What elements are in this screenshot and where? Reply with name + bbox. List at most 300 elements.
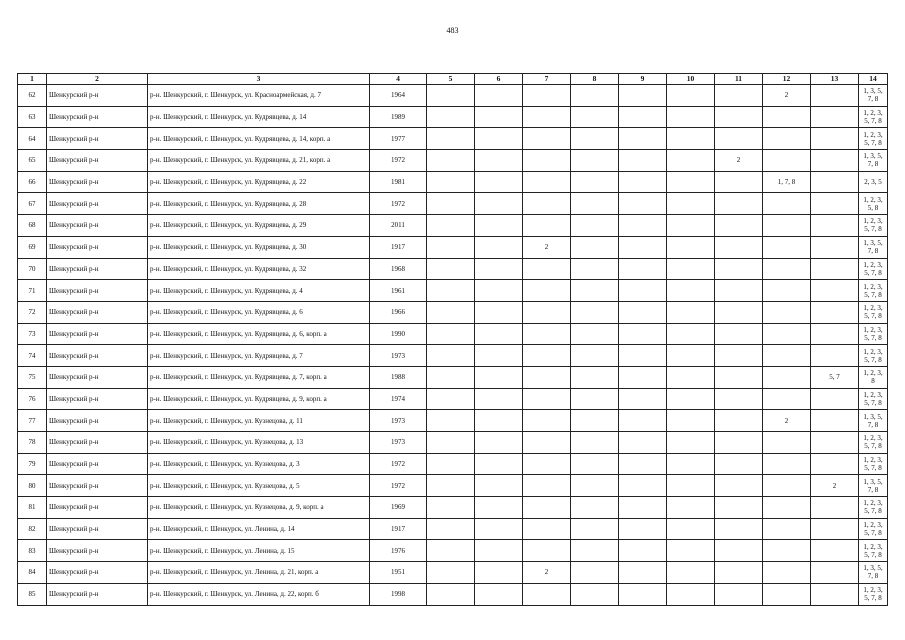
- col-5-cell: [427, 258, 475, 280]
- col-14-cell: 1, 2, 3, 5, 7, 8: [859, 345, 888, 367]
- col-14-cell: 1, 2, 3, 5, 7, 8: [859, 215, 888, 237]
- col-6-cell: [475, 280, 523, 302]
- year-cell: 1961: [370, 280, 427, 302]
- col-12-cell: [763, 475, 811, 497]
- col-5-cell: [427, 453, 475, 475]
- col-9-cell: [619, 106, 667, 128]
- col-8-cell: [571, 388, 619, 410]
- col-9-cell: [619, 410, 667, 432]
- table-row: [18, 85, 888, 107]
- table-row: [18, 388, 888, 410]
- col-10-cell: [667, 432, 715, 454]
- col-7-cell: [523, 432, 571, 454]
- col-6-cell: [475, 345, 523, 367]
- district-cell: Шенкурский р-н: [47, 388, 148, 410]
- address-cell: р-н. Шенкурский, г. Шенкурск, ул. Кудрявцева, д. 7: [148, 345, 370, 367]
- table-row: [18, 128, 888, 150]
- col-13-cell: [811, 258, 859, 280]
- col-11-cell: [715, 475, 763, 497]
- year-cell: 1972: [370, 150, 427, 172]
- row-number: 64: [18, 128, 47, 150]
- col-9-cell: [619, 85, 667, 107]
- district-cell: Шенкурский р-н: [47, 518, 148, 540]
- col-12-cell: [763, 540, 811, 562]
- col-13-cell: [811, 106, 859, 128]
- col-10-cell: [667, 150, 715, 172]
- col-11-cell: [715, 106, 763, 128]
- col-10-cell: [667, 388, 715, 410]
- district-cell: Шенкурский р-н: [47, 453, 148, 475]
- col-14-cell: 1, 2, 3, 5, 7, 8: [859, 301, 888, 323]
- col-7-cell: [523, 540, 571, 562]
- col-14-cell: 1, 2, 3, 5, 7, 8: [859, 106, 888, 128]
- col-8-cell: [571, 518, 619, 540]
- col-12-cell: 1, 7, 8: [763, 171, 811, 193]
- col-7-cell: [523, 366, 571, 388]
- col-10-cell: [667, 280, 715, 302]
- col-5-cell: [427, 236, 475, 258]
- col-5-cell: [427, 85, 475, 107]
- year-cell: 1969: [370, 497, 427, 519]
- col-5-cell: [427, 562, 475, 584]
- district-cell: Шенкурский р-н: [47, 215, 148, 237]
- table-row: [18, 106, 888, 128]
- col-10-cell: [667, 540, 715, 562]
- col-5-cell: [427, 388, 475, 410]
- address-cell: р-н. Шенкурский, г. Шенкурск, ул. Кудрявцева, д. 28: [148, 193, 370, 215]
- col-14-cell: 1, 2, 3, 5, 7, 8: [859, 323, 888, 345]
- table-row: [18, 193, 888, 215]
- col-14-cell: 1, 2, 3, 5, 7, 8: [859, 388, 888, 410]
- year-cell: 1951: [370, 562, 427, 584]
- table-body: [18, 85, 888, 606]
- row-number: 81: [18, 497, 47, 519]
- col-5-cell: [427, 583, 475, 605]
- column-header: 9: [619, 74, 667, 85]
- year-cell: 1990: [370, 323, 427, 345]
- col-14-cell: 1, 3, 5, 7, 8: [859, 150, 888, 172]
- row-number: 84: [18, 562, 47, 584]
- table-row: [18, 497, 888, 519]
- col-6-cell: [475, 323, 523, 345]
- col-7-cell: [523, 583, 571, 605]
- year-cell: 1966: [370, 301, 427, 323]
- table-row: [18, 150, 888, 172]
- col-13-cell: [811, 518, 859, 540]
- header-row: [18, 74, 888, 85]
- col-12-cell: [763, 193, 811, 215]
- col-11-cell: [715, 583, 763, 605]
- column-header: 10: [667, 74, 715, 85]
- col-10-cell: [667, 236, 715, 258]
- col-12-cell: [763, 323, 811, 345]
- address-cell: р-н. Шенкурский, г. Шенкурск, ул. Ленина, д. 14: [148, 518, 370, 540]
- col-13-cell: 2: [811, 475, 859, 497]
- col-9-cell: [619, 388, 667, 410]
- district-cell: Шенкурский р-н: [47, 432, 148, 454]
- col-9-cell: [619, 301, 667, 323]
- col-13-cell: [811, 171, 859, 193]
- address-cell: р-н. Шенкурский, г. Шенкурск, ул. Кузнецова, д. 11: [148, 410, 370, 432]
- col-6-cell: [475, 388, 523, 410]
- year-cell: 1998: [370, 583, 427, 605]
- col-6-cell: [475, 518, 523, 540]
- col-7-cell: [523, 128, 571, 150]
- col-7-cell: [523, 410, 571, 432]
- col-13-cell: 5, 7: [811, 366, 859, 388]
- table-row: [18, 366, 888, 388]
- row-number: 77: [18, 410, 47, 432]
- col-5-cell: [427, 497, 475, 519]
- table-row: [18, 236, 888, 258]
- address-cell: р-н. Шенкурский, г. Шенкурск, ул. Кудрявцева, д. 7, корп. а: [148, 366, 370, 388]
- col-10-cell: [667, 475, 715, 497]
- col-5-cell: [427, 301, 475, 323]
- table-row: [18, 280, 888, 302]
- col-8-cell: [571, 453, 619, 475]
- col-9-cell: [619, 497, 667, 519]
- col-12-cell: [763, 345, 811, 367]
- address-cell: р-н. Шенкурский, г. Шенкурск, ул. Ленина, д. 15: [148, 540, 370, 562]
- col-11-cell: [715, 410, 763, 432]
- address-cell: р-н. Шенкурский, г. Шенкурск, ул. Кузнецова, д. 3: [148, 453, 370, 475]
- col-7-cell: [523, 345, 571, 367]
- district-cell: Шенкурский р-н: [47, 366, 148, 388]
- col-11-cell: [715, 366, 763, 388]
- table-row: [18, 475, 888, 497]
- col-11-cell: [715, 562, 763, 584]
- col-8-cell: [571, 562, 619, 584]
- row-number: 72: [18, 301, 47, 323]
- col-5-cell: [427, 366, 475, 388]
- col-14-cell: 1, 3, 5, 7, 8: [859, 410, 888, 432]
- col-6-cell: [475, 171, 523, 193]
- year-cell: 1989: [370, 106, 427, 128]
- column-header: 7: [523, 74, 571, 85]
- col-11-cell: [715, 215, 763, 237]
- col-10-cell: [667, 453, 715, 475]
- col-5-cell: [427, 128, 475, 150]
- col-12-cell: [763, 518, 811, 540]
- district-cell: Шенкурский р-н: [47, 193, 148, 215]
- district-cell: Шенкурский р-н: [47, 410, 148, 432]
- col-11-cell: [715, 258, 763, 280]
- district-cell: Шенкурский р-н: [47, 540, 148, 562]
- address-cell: р-н. Шенкурский, г. Шенкурск, ул. Кудрявцева, д. 14, корп. а: [148, 128, 370, 150]
- col-6-cell: [475, 150, 523, 172]
- table-row: [18, 301, 888, 323]
- col-11-cell: [715, 540, 763, 562]
- col-10-cell: [667, 366, 715, 388]
- row-number: 68: [18, 215, 47, 237]
- col-8-cell: [571, 150, 619, 172]
- col-12-cell: 2: [763, 85, 811, 107]
- col-6-cell: [475, 366, 523, 388]
- col-7-cell: [523, 258, 571, 280]
- col-13-cell: [811, 85, 859, 107]
- col-9-cell: [619, 323, 667, 345]
- column-header: 2: [47, 74, 148, 85]
- year-cell: 1973: [370, 345, 427, 367]
- table-row: [18, 258, 888, 280]
- district-cell: Шенкурский р-н: [47, 85, 148, 107]
- address-cell: р-н. Шенкурский, г. Шенкурск, ул. Кудрявцева, д. 4: [148, 280, 370, 302]
- district-cell: Шенкурский р-н: [47, 280, 148, 302]
- col-5-cell: [427, 171, 475, 193]
- year-cell: 1972: [370, 453, 427, 475]
- col-14-cell: 1, 3, 5, 7, 8: [859, 562, 888, 584]
- col-7-cell: [523, 171, 571, 193]
- row-number: 71: [18, 280, 47, 302]
- col-7-cell: [523, 323, 571, 345]
- col-10-cell: [667, 171, 715, 193]
- col-11-cell: [715, 171, 763, 193]
- row-number: 80: [18, 475, 47, 497]
- address-cell: р-н. Шенкурский, г. Шенкурск, ул. Кудрявцева, д. 14: [148, 106, 370, 128]
- district-cell: Шенкурский р-н: [47, 150, 148, 172]
- col-8-cell: [571, 215, 619, 237]
- col-10-cell: [667, 128, 715, 150]
- col-7-cell: [523, 388, 571, 410]
- col-14-cell: 1, 3, 5, 7, 8: [859, 85, 888, 107]
- table-row: [18, 345, 888, 367]
- col-6-cell: [475, 106, 523, 128]
- col-14-cell: 1, 2, 3, 5, 7, 8: [859, 280, 888, 302]
- table-row: [18, 215, 888, 237]
- table-row: [18, 583, 888, 605]
- district-cell: Шенкурский р-н: [47, 497, 148, 519]
- col-8-cell: [571, 280, 619, 302]
- col-12-cell: [763, 215, 811, 237]
- year-cell: 1977: [370, 128, 427, 150]
- table-row: [18, 562, 888, 584]
- col-10-cell: [667, 497, 715, 519]
- col-6-cell: [475, 215, 523, 237]
- col-8-cell: [571, 85, 619, 107]
- col-13-cell: [811, 301, 859, 323]
- col-14-cell: 1, 3, 5, 7, 8: [859, 475, 888, 497]
- col-10-cell: [667, 258, 715, 280]
- year-cell: 1968: [370, 258, 427, 280]
- year-cell: 1917: [370, 518, 427, 540]
- col-14-cell: 1, 2, 3, 5, 7, 8: [859, 518, 888, 540]
- col-8-cell: [571, 301, 619, 323]
- address-cell: р-н. Шенкурский, г. Шенкурск, ул. Кудрявцева, д. 32: [148, 258, 370, 280]
- col-13-cell: [811, 540, 859, 562]
- col-14-cell: 1, 2, 3, 5, 7, 8: [859, 258, 888, 280]
- row-number: 66: [18, 171, 47, 193]
- col-8-cell: [571, 106, 619, 128]
- col-6-cell: [475, 258, 523, 280]
- col-14-cell: 1, 2, 3, 5, 8: [859, 193, 888, 215]
- col-10-cell: [667, 345, 715, 367]
- col-10-cell: [667, 410, 715, 432]
- col-6-cell: [475, 128, 523, 150]
- col-11-cell: [715, 432, 763, 454]
- col-9-cell: [619, 518, 667, 540]
- address-cell: р-н. Шенкурский, г. Шенкурск, ул. Кузнецова, д. 13: [148, 432, 370, 454]
- col-5-cell: [427, 540, 475, 562]
- col-13-cell: [811, 323, 859, 345]
- col-13-cell: [811, 236, 859, 258]
- col-12-cell: [763, 366, 811, 388]
- col-5-cell: [427, 215, 475, 237]
- row-number: 62: [18, 85, 47, 107]
- year-cell: 1917: [370, 236, 427, 258]
- col-6-cell: [475, 583, 523, 605]
- address-cell: р-н. Шенкурский, г. Шенкурск, ул. Кудрявцева, д. 30: [148, 236, 370, 258]
- table-row: [18, 171, 888, 193]
- district-cell: Шенкурский р-н: [47, 236, 148, 258]
- year-cell: 1981: [370, 171, 427, 193]
- col-11-cell: [715, 497, 763, 519]
- col-14-cell: 1, 2, 3, 5, 7, 8: [859, 583, 888, 605]
- col-11-cell: [715, 128, 763, 150]
- col-12-cell: [763, 432, 811, 454]
- col-11-cell: [715, 518, 763, 540]
- col-11-cell: [715, 280, 763, 302]
- col-10-cell: [667, 301, 715, 323]
- col-9-cell: [619, 562, 667, 584]
- col-11-cell: 2: [715, 150, 763, 172]
- year-cell: 1973: [370, 432, 427, 454]
- year-cell: 1973: [370, 410, 427, 432]
- col-9-cell: [619, 150, 667, 172]
- col-12-cell: [763, 388, 811, 410]
- col-13-cell: [811, 280, 859, 302]
- column-header: 13: [811, 74, 859, 85]
- col-8-cell: [571, 475, 619, 497]
- register-table: [17, 73, 888, 606]
- district-cell: Шенкурский р-н: [47, 583, 148, 605]
- col-6-cell: [475, 236, 523, 258]
- column-header: 8: [571, 74, 619, 85]
- col-11-cell: [715, 323, 763, 345]
- col-8-cell: [571, 193, 619, 215]
- district-cell: Шенкурский р-н: [47, 475, 148, 497]
- address-cell: р-н. Шенкурский, г. Шенкурск, ул. Кудрявцева, д. 29: [148, 215, 370, 237]
- address-cell: р-н. Шенкурский, г. Шенкурск, ул. Кудрявцева, д. 9, корп. а: [148, 388, 370, 410]
- row-number: 69: [18, 236, 47, 258]
- col-12-cell: [763, 150, 811, 172]
- district-cell: Шенкурский р-н: [47, 323, 148, 345]
- col-11-cell: [715, 453, 763, 475]
- district-cell: Шенкурский р-н: [47, 301, 148, 323]
- row-number: 78: [18, 432, 47, 454]
- address-cell: р-н. Шенкурский, г. Шенкурск, ул. Кузнецова, д. 9, корп. а: [148, 497, 370, 519]
- col-7-cell: [523, 453, 571, 475]
- row-number: 79: [18, 453, 47, 475]
- row-number: 65: [18, 150, 47, 172]
- col-6-cell: [475, 497, 523, 519]
- col-13-cell: [811, 497, 859, 519]
- col-7-cell: [523, 85, 571, 107]
- col-12-cell: [763, 497, 811, 519]
- col-7-cell: [523, 518, 571, 540]
- table-row: [18, 540, 888, 562]
- column-header: 3: [148, 74, 370, 85]
- district-cell: Шенкурский р-н: [47, 562, 148, 584]
- col-14-cell: 1, 2, 3, 5, 7, 8: [859, 128, 888, 150]
- col-8-cell: [571, 171, 619, 193]
- year-cell: 1964: [370, 85, 427, 107]
- col-10-cell: [667, 106, 715, 128]
- col-11-cell: [715, 85, 763, 107]
- row-number: 75: [18, 366, 47, 388]
- col-8-cell: [571, 410, 619, 432]
- row-number: 70: [18, 258, 47, 280]
- row-number: 76: [18, 388, 47, 410]
- col-11-cell: [715, 388, 763, 410]
- district-cell: Шенкурский р-н: [47, 106, 148, 128]
- address-cell: р-н. Шенкурский, г. Шенкурск, ул. Кудрявцева, д. 6, корп. а: [148, 323, 370, 345]
- col-9-cell: [619, 236, 667, 258]
- col-7-cell: [523, 280, 571, 302]
- col-13-cell: [811, 453, 859, 475]
- col-5-cell: [427, 518, 475, 540]
- col-6-cell: [475, 193, 523, 215]
- col-6-cell: [475, 301, 523, 323]
- col-6-cell: [475, 85, 523, 107]
- row-number: 82: [18, 518, 47, 540]
- year-cell: 1974: [370, 388, 427, 410]
- col-9-cell: [619, 193, 667, 215]
- col-12-cell: [763, 453, 811, 475]
- col-5-cell: [427, 410, 475, 432]
- col-10-cell: [667, 85, 715, 107]
- col-12-cell: [763, 280, 811, 302]
- col-9-cell: [619, 432, 667, 454]
- col-13-cell: [811, 128, 859, 150]
- col-9-cell: [619, 453, 667, 475]
- col-9-cell: [619, 475, 667, 497]
- table-row: [18, 410, 888, 432]
- address-cell: р-н. Шенкурский, г. Шенкурск, ул. Кудрявцева, д. 6: [148, 301, 370, 323]
- col-8-cell: [571, 432, 619, 454]
- col-5-cell: [427, 475, 475, 497]
- address-cell: р-н. Шенкурский, г. Шенкурск, ул. Кудрявцева, д. 21, корп. а: [148, 150, 370, 172]
- address-cell: р-н. Шенкурский, г. Шенкурск, ул. Ленина, д. 21, корп. а: [148, 562, 370, 584]
- district-cell: Шенкурский р-н: [47, 345, 148, 367]
- col-6-cell: [475, 475, 523, 497]
- col-9-cell: [619, 280, 667, 302]
- col-11-cell: [715, 193, 763, 215]
- col-10-cell: [667, 518, 715, 540]
- col-13-cell: [811, 193, 859, 215]
- col-9-cell: [619, 171, 667, 193]
- col-10-cell: [667, 215, 715, 237]
- column-header: 11: [715, 74, 763, 85]
- col-13-cell: [811, 432, 859, 454]
- table-row: [18, 453, 888, 475]
- col-14-cell: 1, 2, 3, 5, 7, 8: [859, 540, 888, 562]
- col-14-cell: 1, 2, 3, 5, 7, 8: [859, 497, 888, 519]
- col-13-cell: [811, 345, 859, 367]
- col-5-cell: [427, 106, 475, 128]
- col-11-cell: [715, 345, 763, 367]
- col-9-cell: [619, 215, 667, 237]
- col-9-cell: [619, 540, 667, 562]
- row-number: 85: [18, 583, 47, 605]
- address-cell: р-н. Шенкурский, г. Шенкурск, ул. Кудрявцева, д. 22: [148, 171, 370, 193]
- col-9-cell: [619, 583, 667, 605]
- col-8-cell: [571, 258, 619, 280]
- col-12-cell: [763, 106, 811, 128]
- year-cell: 1972: [370, 475, 427, 497]
- col-6-cell: [475, 562, 523, 584]
- col-12-cell: [763, 583, 811, 605]
- col-6-cell: [475, 410, 523, 432]
